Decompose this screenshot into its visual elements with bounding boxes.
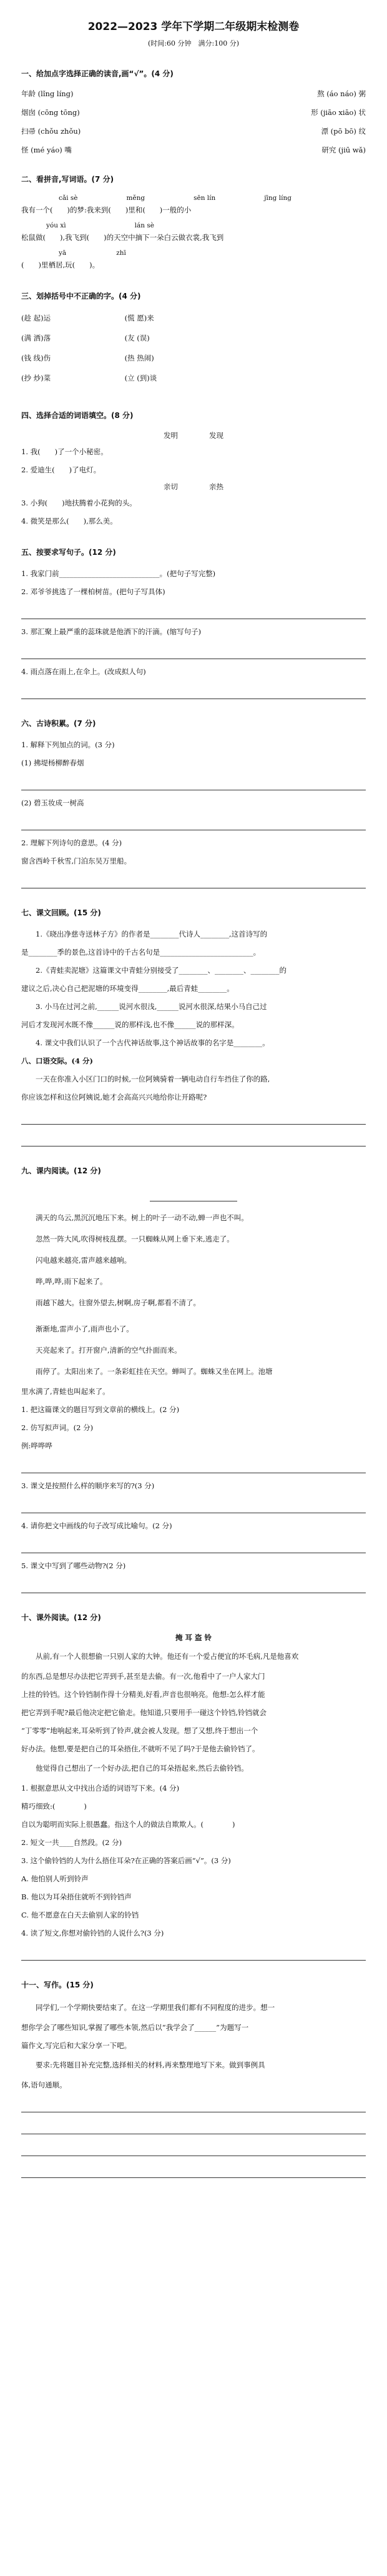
s9-example: 例:哗哗哗	[21, 1441, 52, 1450]
s9-question: 4. 请你把文中画线的句子改写成比喻句。(2 分)	[21, 1521, 172, 1530]
answer-line[interactable]	[21, 1131, 366, 1146]
pinyin: sēn lín	[194, 194, 216, 202]
pinyin: jīng líng	[264, 194, 291, 202]
word-choice: 发现	[209, 431, 223, 440]
word-choice: 亲热	[209, 482, 223, 491]
s2-line: 我有一个( )的梦:我来到( )里和( )一般的小	[21, 206, 192, 214]
s5-question: 4. 雨点落在雨上,在伞上。(改成拟人句)	[21, 667, 146, 676]
exam-subtitle: (时间:60 分钟 满分:100 分)	[148, 39, 239, 47]
s3-item: (钱 线)伤	[21, 354, 51, 362]
s1-item: 扫帚 (chǒu zhǒu)	[21, 127, 81, 136]
section-5-title: 五、按要求写句子。(12 分)	[21, 548, 116, 557]
answer-line[interactable]	[21, 815, 366, 830]
s10-option: B. 他以为耳朵捂住就听不到铃铛声	[21, 1892, 132, 1901]
section-7-title: 七、课文回顾。(15 分)	[21, 908, 101, 917]
section-9-title: 九、课内阅读。(12 分)	[21, 1166, 101, 1175]
s10-question: 2. 短文一共____自然段。(2 分)	[21, 1838, 122, 1847]
pinyin: měng	[126, 194, 145, 202]
passage-para: 闪电越来越亮,雷声越来越响。	[36, 1256, 132, 1265]
s3-grid	[21, 311, 228, 391]
s5-question: 3. 那汇聚上最严重的蕊珠就是他洒下的汗滴。(缩写句子)	[21, 627, 202, 636]
story-line: 的东西,总是想尽办法把它弄到手,甚至是去偷。有一次,他看中了一户人家大门	[21, 1672, 265, 1681]
exam-title: 2022—2023 学年下学期二年级期末检测卷	[87, 21, 300, 33]
s7-line: 是________季的景色,这首诗中的千古名句是__________________________。	[21, 948, 261, 957]
story-line: 好办法。他想,要是把自己的耳朵捂住,不就听不见了吗?于是他去偷铃铛了。	[21, 1744, 260, 1753]
s6-question: 1. 解释下列加点的词。(3 分)	[21, 740, 115, 749]
pinyin-row	[21, 194, 366, 202]
answer-line[interactable]	[21, 1578, 366, 1593]
section-4	[21, 410, 366, 528]
s10-subitem: 精巧细致:( )	[21, 1802, 87, 1811]
story-line: 把它弄到手呢?最后他决定把它偷走。他知道,只要用手一碰这个铃铛,铃铛就会	[21, 1708, 267, 1717]
section-4-title: 四、选择合适的词语填空。(8 分)	[21, 411, 134, 420]
s8-line: 你应该怎样和这位阿姨说,她才会高高兴兴地给你让开路呢?	[21, 1093, 207, 1102]
s9-question: 5. 课文中写到了哪些动物?(2 分)	[21, 1561, 126, 1570]
s1-row	[21, 145, 366, 155]
section-10	[21, 1612, 366, 1961]
passage-para: 渐渐地,雷声小了,雨声也小了。	[36, 1325, 134, 1333]
passage-para: 天亮起来了。打开窗户,清新的空气扑面而来。	[36, 1346, 182, 1355]
section-1-title: 一、给加点字选择正确的读音,画“√”。(4 分)	[21, 69, 174, 78]
section-3	[21, 291, 366, 391]
s9-question: 1. 把这篇课文的题目写到文章前的横线上。(2 分)	[21, 1405, 180, 1414]
section-8-title: 八、口语交际。(4 分)	[21, 1057, 93, 1065]
s10-question: 1. 根据意思从文中找出合适的词语写下来。(4 分)	[21, 1784, 180, 1793]
s7-line: 1.《晓出净慈寺送林子方》的作者是________代诗人________,这首诗写的	[36, 930, 268, 938]
s2-line: 松鼠做( ),我飞到( )的天空中摘下一朵白云做衣裳,我飞到	[21, 233, 224, 242]
passage-para: 忽然一阵大风,吹得树枝乱摆。一只蜘蛛从网上垂下来,逃走了。	[36, 1235, 234, 1243]
answer-line[interactable]	[21, 873, 366, 888]
s1-item: 烟囱 (cōng tōng)	[21, 108, 80, 117]
s9-question: 2. 仿写拟声词。(2 分)	[21, 1423, 94, 1432]
s1-item: 研究 (jiū wǎ)	[321, 146, 366, 154]
prompt-line: 篇作文,写完后和大家分享一下吧。	[21, 2041, 132, 2050]
s4-question: 2. 爱迪生( )了电灯。	[21, 465, 101, 474]
passage-para: 雨停了。太阳出来了。一条彩虹挂在天空。蝉叫了。蜘蛛又坐在网上。池塘	[36, 1367, 273, 1376]
pinyin: yā	[59, 249, 67, 257]
answer-line[interactable]	[21, 1109, 366, 1125]
s3-item: (抄 炒)菜	[21, 374, 51, 382]
s3-item: (满 洒)落	[21, 334, 51, 342]
s1-row	[21, 126, 366, 136]
pinyin: zhī	[116, 249, 126, 257]
s1-item: 漂 (pō bō) 纹	[321, 127, 366, 136]
s3-item: (趁 起)运	[21, 314, 51, 322]
word-choice: 亲切	[164, 482, 178, 491]
word-choices	[21, 482, 366, 492]
prompt-line: 体,语句通顺。	[21, 2081, 67, 2089]
s6-verse: 窗含西岭千秋雪,门泊东吴万里船。	[21, 857, 132, 865]
title-blank[interactable]	[150, 1186, 237, 1201]
passage-para: 满天的乌云,黑沉沉地压下来。树上的叶子一动不动,蝉一声也不叫。	[36, 1213, 248, 1222]
s1-row	[21, 107, 366, 117]
s1-item: 年龄 (lǐng líng)	[21, 89, 74, 98]
s1-item: 形 (jiāo xiāo) 状	[311, 108, 366, 117]
passage-para: 雨越下越大。往窗外望去,树啊,房子啊,都看不清了。	[36, 1298, 200, 1307]
s7-line: 建议之后,决心自己把泥塘的环境变得________,最后青蛙________。	[21, 984, 234, 993]
writing-line[interactable]	[21, 2141, 366, 2156]
section-3-title: 三、划掉括号中不正确的字。(4 分)	[21, 292, 141, 301]
pinyin: yóu xì	[46, 222, 66, 229]
answer-line[interactable]	[21, 1945, 366, 1961]
section-7	[21, 907, 366, 1146]
section-5	[21, 547, 366, 699]
s6-subitem: (1) 拂堤杨柳醉春烟	[21, 758, 84, 767]
s10-option: A. 他怕别人听到铃声	[21, 1874, 89, 1883]
s7-line: 河后才发现河水既不像______说的那样浅,也不像______说的那样深。	[21, 1020, 239, 1029]
writing-line[interactable]	[21, 2119, 366, 2134]
s4-question: 1. 我( )了一个小秘密。	[21, 447, 108, 456]
s4-question: 4. 微笑是那么( ),那么美。	[21, 517, 117, 525]
section-9	[21, 1165, 366, 1593]
writing-line[interactable]	[21, 2097, 366, 2112]
s7-line: 4. 课文中我们认识了一个古代神话故事,这个神话故事的名字是________。	[36, 1038, 270, 1047]
answer-line[interactable]	[21, 604, 366, 619]
s4-question: 3. 小狗( )地扶腾着小花狗的头。	[21, 499, 137, 507]
s3-item: (立 (到)谈	[124, 374, 157, 382]
s10-subitem: 自以为聪明而实际上很愚蠢。指这个人的做法自欺欺人。( )	[21, 1820, 235, 1829]
s9-question: 3. 课文是按照什么样的顺序来写的?(3 分)	[21, 1481, 155, 1490]
answer-line[interactable]	[21, 1538, 366, 1553]
s10-question: 4. 读了短文,你想对偷铃铛的人说什么?(3 分)	[21, 1929, 164, 1937]
story-line: 上挂的铃铛。这个铃铛制作得十分精美,好看,声音也很响亮。他想:怎么样才能	[21, 1690, 265, 1699]
pinyin-row	[21, 222, 366, 229]
answer-line[interactable]	[21, 1458, 366, 1473]
s3-item: (慌 愿)来	[124, 314, 154, 322]
story-title: 掩 耳 盗 铃	[175, 1633, 212, 1642]
story-line: “丁零零”地响起来,耳朵听到了铃声,就会被人发现。想了又想,终于想出一个	[21, 1726, 258, 1735]
prompt-line: 同学们,一个学期快要结束了。在这一学期里我们都有不同程度的进步。想一	[36, 2003, 275, 2012]
pinyin-row	[21, 249, 366, 257]
answer-line[interactable]	[21, 644, 366, 659]
prompt-line: 想你学会了哪些知识,掌握了哪些本领,然后以“我学会了______”为题写一	[21, 2023, 249, 2032]
section-10-title: 十、课外阅读。(12 分)	[21, 1613, 101, 1622]
word-choice: 发明	[164, 431, 178, 440]
s7-line: 2.《青蛙卖泥塘》这篇课文中青蛙分别接受了________、________、________的	[36, 966, 287, 975]
story-line: 他觉得自己想出了一个好办法,把自己的耳朵捂起来,然后去偷铃铛。	[36, 1764, 248, 1773]
section-2	[21, 174, 366, 272]
section-11-title: 十一、写作。(15 分)	[21, 1981, 94, 1989]
s3-item: (热 热闹)	[124, 354, 154, 362]
s10-question: 3. 这个偷铃铛的人为什么捂住耳朵?在正确的答案后画“√”。(3 分)	[21, 1856, 231, 1865]
s5-question: 2. 邓爷爷挑选了一棵柏树苗。(把句子写具体)	[21, 587, 165, 596]
section-11	[21, 1979, 366, 2178]
answer-line[interactable]	[21, 1498, 366, 1513]
story-line: 从前,有一个人很想偷一只别人家的大钟。他还有一个爱占便宜的坏毛病,凡是他喜欢	[36, 1652, 299, 1661]
s1-item: 怪 (mé yáo) 嘴	[21, 146, 72, 154]
s6-subitem: (2) 碧玉妆成一树高	[21, 798, 84, 807]
s1-item: 熬 (áo náo) 粥	[317, 89, 366, 98]
passage-para: 里水满了,青蛙也叫起来了。	[21, 1387, 110, 1396]
s1-row	[21, 89, 366, 99]
s2-line: ( )里栖居,玩( )。	[21, 261, 100, 269]
s5-question: 1. 我家门前____________________________。(把句子写完整)	[21, 569, 216, 578]
s10-option: C. 他不愿意在白天去偷别人家的铃铛	[21, 1911, 139, 1919]
pinyin: cǎi sè	[59, 194, 78, 202]
passage-para: 哗,哗,哗,雨下起来了。	[36, 1277, 107, 1286]
section-6	[21, 718, 366, 888]
answer-line[interactable]	[21, 775, 366, 790]
writing-line[interactable]	[21, 2162, 366, 2178]
s6-question: 2. 理解下列诗句的意思。(4 分)	[21, 838, 122, 847]
s7-line: 3. 小马在过河之前,______说河水很浅,______说河水很深,结果小马自己过	[36, 1002, 267, 1011]
section-1	[21, 68, 366, 155]
pinyin: lán sè	[134, 222, 154, 229]
section-6-title: 六、古诗积累。(7 分)	[21, 719, 96, 728]
word-choices	[21, 430, 366, 440]
answer-line[interactable]	[21, 684, 366, 699]
s8-line: 一天在你准入小区门口的时候,一位阿姨骑着一辆电动自行车挡住了你的路,	[36, 1075, 270, 1083]
s3-item: (友 (误)	[124, 334, 150, 342]
prompt-line: 要求:先将题目补充完整,选择相关的材料,再来整理地写下来。做到事例具	[36, 2061, 265, 2069]
section-2-title: 二、看拼音,写词语。(7 分)	[21, 175, 114, 184]
